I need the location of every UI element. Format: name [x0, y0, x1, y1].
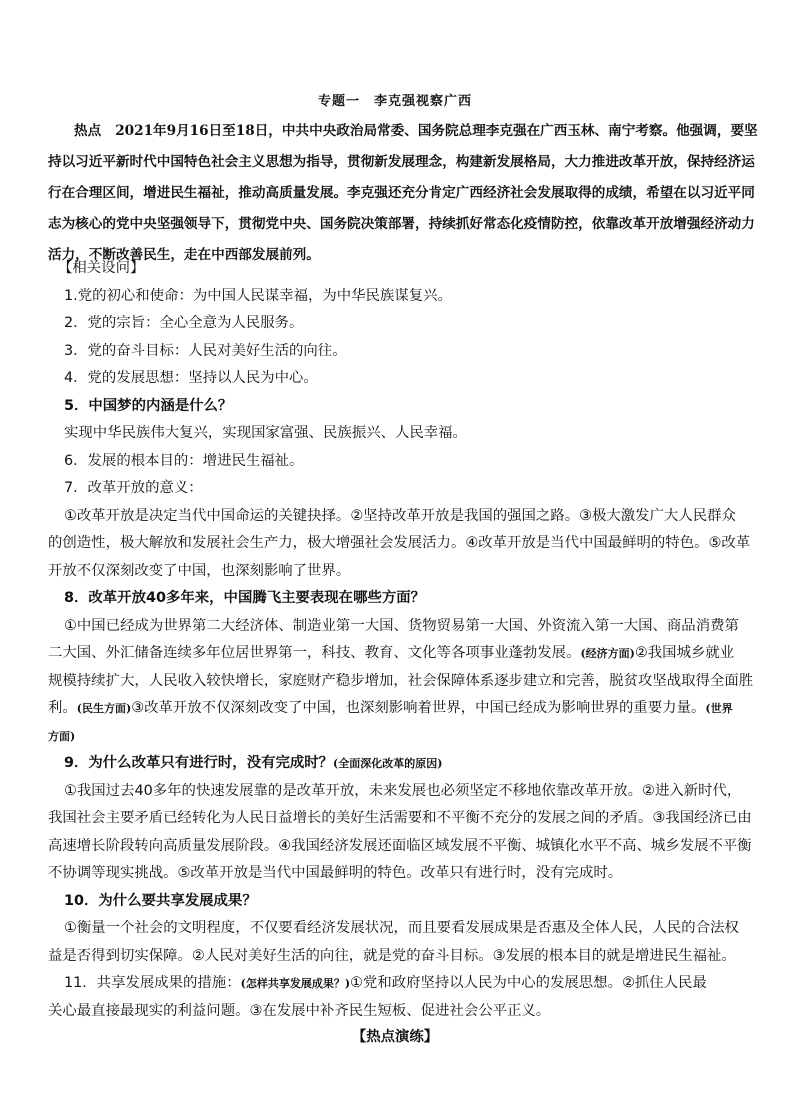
- line-text: 4．党的发展思想：坚持以人民为中心。: [64, 370, 318, 386]
- text-line: [48, 805, 760, 833]
- line-text: 我国社会主要矛盾已经转化为人民日益增长的美好生活需要和不平衡不充分的发展之间的矛盾。③我国经济已由: [48, 810, 752, 826]
- text-line: [48, 668, 760, 696]
- line-text: 1.党的初心和使命：为中国人民谋幸福，为中华民族谋复兴。: [64, 287, 452, 304]
- section-footer: 【热点演练】: [351, 1029, 439, 1045]
- annotation-note: (怎样共享发展成果？): [240, 977, 351, 990]
- line-text-continued: ①党和政府坚持以人民为中心的发展思想。②抓住人民最: [350, 975, 707, 991]
- question-line: [48, 585, 760, 613]
- line-text-continued: ③改革开放不仅深刻改变了中国，也深刻影响着世界，中国已经成为影响世界的重要力量。: [131, 700, 706, 716]
- line-text: 益是否得到切实保障。②人民对美好生活的向往，就是党的奋斗目标。③发展的根本目的就是增进民生福祉。: [48, 947, 736, 964]
- line-text: 10．为什么要共享发展成果？: [64, 892, 257, 909]
- text-line: [48, 998, 760, 1026]
- text-line: [48, 503, 760, 531]
- text-line: [48, 778, 760, 806]
- line-text: 高速增长阶段转向高质量发展阶段。④我国经济发展还面临区域发展不平衡、城镇化水平不高、城乡发展不平衡: [48, 837, 752, 854]
- question-list: [48, 255, 760, 1025]
- line-text: 5．中国梦的内涵是什么？: [64, 397, 233, 414]
- text-line: [48, 943, 760, 971]
- line-text: 二大国、外汇储备连续多年位居世界第一，科技、教育、文化等各项事业蓬勃发展。: [48, 645, 581, 661]
- line-text-continued: ②我国城乡就业: [634, 645, 735, 661]
- text-line: [48, 695, 760, 723]
- line-text: 的创造性，极大解放和发展社会生产力，极大增强社会发展活力。④改革开放是当代中国最鲜明的特色。⑤改革: [48, 535, 751, 551]
- text-line: [48, 448, 760, 476]
- text-line: [48, 475, 760, 503]
- line-text: 2．党的宗旨：全心全意为人民服务。: [64, 315, 304, 331]
- line-text: 规模持续扩大，人民收入较快增长，家庭财产稳步增加，社会保障体系逐步建立和完善，脱贫攻坚战取得全面胜: [48, 672, 754, 689]
- line-text: 7．改革开放的意义：: [64, 480, 203, 496]
- line-text: 9．为什么改革只有进行时，没有完成时？: [64, 755, 334, 771]
- hotspot-label: 热点: [74, 123, 102, 139]
- text-line: [48, 723, 760, 751]
- text-line: [48, 310, 760, 338]
- line-text: 6．发展的根本目的：增进民生福祉。: [64, 452, 304, 469]
- annotation-note: (世界: [705, 702, 733, 715]
- text-line: [48, 558, 760, 586]
- line-text: ①改革开放是决定当代中国命运的关键抉择。②坚持改革开放是我国的强国之路。③极大激发广大人民群众: [64, 507, 736, 524]
- annotation-note: (民生方面): [76, 702, 132, 715]
- question-line: [48, 393, 760, 421]
- text-line: [48, 365, 760, 393]
- line-text: 关心最直接最现实的利益问题。③在发展中补齐民生短板、促进社会公平正义。: [48, 1002, 551, 1019]
- line-text: ①我国过去40多年的快速发展靠的是改革开放，未来发展也必须坚定不移地依靠改革开放。②进入新时代，: [64, 782, 742, 799]
- text-line: [48, 613, 760, 641]
- annotation-note: 方面): [48, 729, 76, 743]
- line-text: 3．党的奋斗目标：人民对美好生活的向往。: [64, 342, 347, 359]
- text-line: [48, 640, 760, 668]
- line-text: 利。: [48, 700, 77, 716]
- line-text: 8．改革开放40多年来，中国腾飞主要表现在哪些方面？: [64, 590, 426, 606]
- text-line: [48, 970, 760, 998]
- question-line: [48, 888, 760, 916]
- line-text: 11．共享发展成果的措施：: [64, 975, 241, 991]
- text-line: [48, 860, 760, 888]
- line-text: 不协调等现实挑战。⑤改革开放是当代中国最鲜明的特色。改革只有进行时，没有完成时。: [48, 865, 623, 881]
- annotation-note: (全面深化改革的原因): [333, 757, 443, 770]
- page-title: 专题一 李克强视察广西: [317, 94, 472, 109]
- line-text: 开放不仅深刻改变了中国，也深刻影响了世界。: [48, 562, 351, 579]
- text-line: [48, 420, 760, 448]
- text-line: [48, 833, 760, 861]
- line-text: 实现中华民族伟大复兴，实现国家富强、民族振兴、人民幸福。: [64, 425, 467, 441]
- text-line: [48, 530, 760, 558]
- line-text: ①衡量一个社会的文明程度，不仅要看经济发展状况，而且要看发展成果是否惠及全体人民，人民的合法权: [64, 920, 739, 936]
- line-text: ①中国已经成为世界第二大经济体、制造业第一大国、货物贸易第一大国、外资流入第一大国、商品消费第: [64, 617, 739, 634]
- text-line: [48, 915, 760, 943]
- hotspot-paragraph: [48, 116, 760, 271]
- annotation-note: (经济方面): [580, 647, 635, 660]
- text-line: [48, 283, 760, 311]
- hotspot-text: 2021年9月16日至18日，中共中央政治局常委、国务院总理李克强在广西玉林、南宁考察。他强调，要坚持以习近平新时代中国特色社会主义思想为指导，贯彻新发展理念，构建新发展格局，大力推进改革开放，保持经济运行在合理区间，增进民生福祉，推动高质量发展。李克强还充分肯定广西经济社会发展取得的成绩，希望在以习近平同志为核心的党中央坚强领导下，贯彻党中央、国务院决策部署，持续抓好常态化疫情防控，依靠改革开放增强经济动力活力，不断改善民生，走在中西部发展前列。: [48, 123, 758, 263]
- section-heading: 【相关设问】: [58, 260, 145, 276]
- text-line: [48, 338, 760, 366]
- question-line: [48, 750, 760, 778]
